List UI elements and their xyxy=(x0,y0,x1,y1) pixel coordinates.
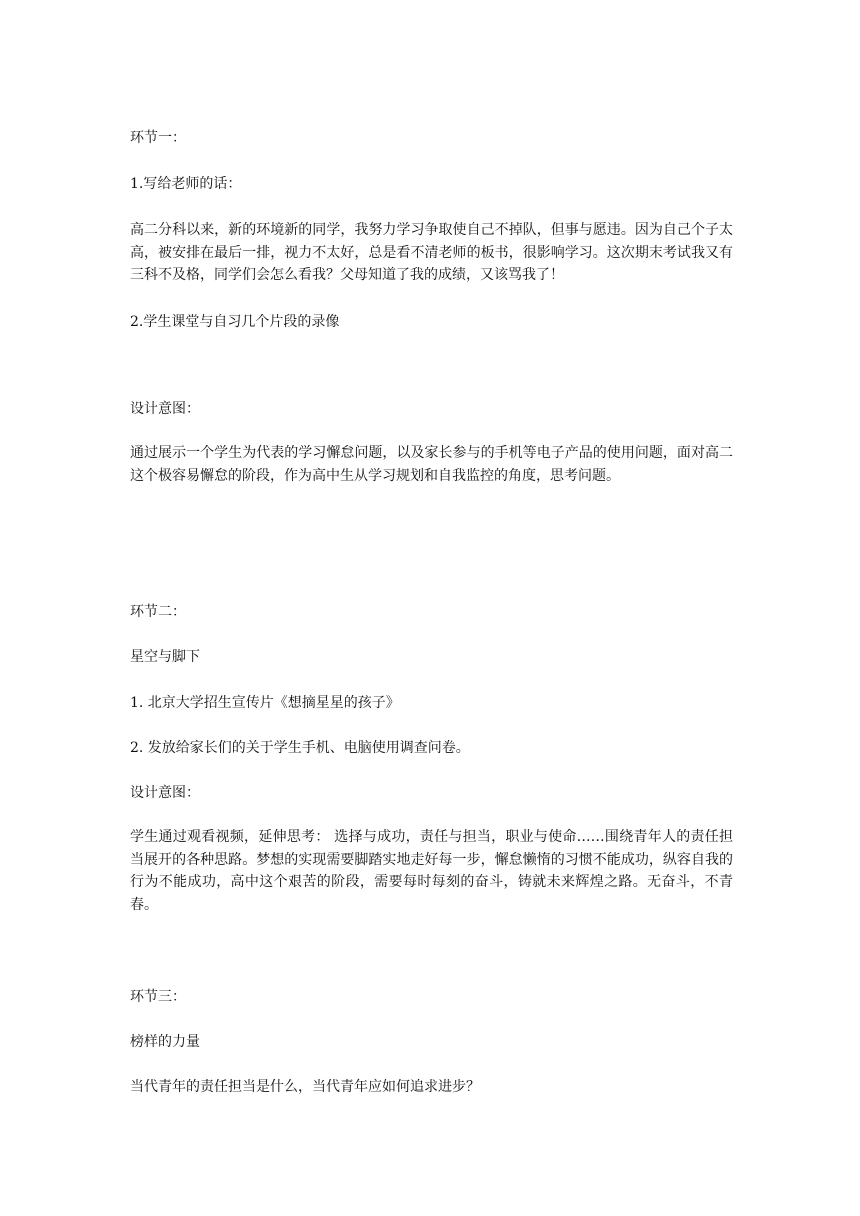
section2-item2: 2. 发放给家长们的关于学生手机、电脑使用调查问卷。 xyxy=(130,740,470,756)
section1-item1: 1.写给老师的话： xyxy=(130,176,242,192)
section1-heading: 环节一： xyxy=(130,130,186,146)
section3-question: 当代青年的责任担当是什么，当代青年应如何追求进步？ xyxy=(130,1079,480,1095)
section1-item2: 2.学生课堂与自习几个片段的录像 xyxy=(130,314,340,330)
section2-subtitle: 星空与脚下 xyxy=(130,649,200,665)
section2-item1: 1. 北京大学招生宣传片《想摘星星的孩子》 xyxy=(130,695,400,711)
section1-paragraph: 高二分科以来，新的环境新的同学，我努力学习争取使自己不掉队，但事与愿违。因为自己个子太高，被安排在最后一排，视力不太好，总是看不清老师的板书，很影响学习。这次期末考试我又有三科不及格，同学们会怎么看我？父母知道了我的成绩，又该骂我了！ xyxy=(130,222,733,283)
section1-intent-text: 通过展示一个学生为代表的学习懈怠问题，以及家长参与的手机等电子产品的使用问题，面对高二这个极容易懈怠的阶段，作为高中生从学习规划和自我监控的角度，思考问题。 xyxy=(130,445,733,484)
section3-subtitle: 榜样的力量 xyxy=(130,1034,200,1050)
section3-heading: 环节三： xyxy=(130,989,186,1005)
section2-intent-label: 设计意图： xyxy=(130,785,200,801)
section2-intent-text: 学生通过观看视频，延伸思考： 选择与成功，责任与担当，职业与使命……围绕青年人的责任担当展开的各种思路。梦想的实现需要脚踏实地走好每一步，懈怠懒惰的习惯不能成功，纵容自我的行为不能成功，高中这个艰苦的阶段，需要每时每刻的奋斗，铸就未来辉煌之路。无奋斗，不青春。 xyxy=(130,829,733,913)
section2-heading: 环节二： xyxy=(130,604,186,620)
section1-intent-label: 设计意图： xyxy=(130,401,200,417)
